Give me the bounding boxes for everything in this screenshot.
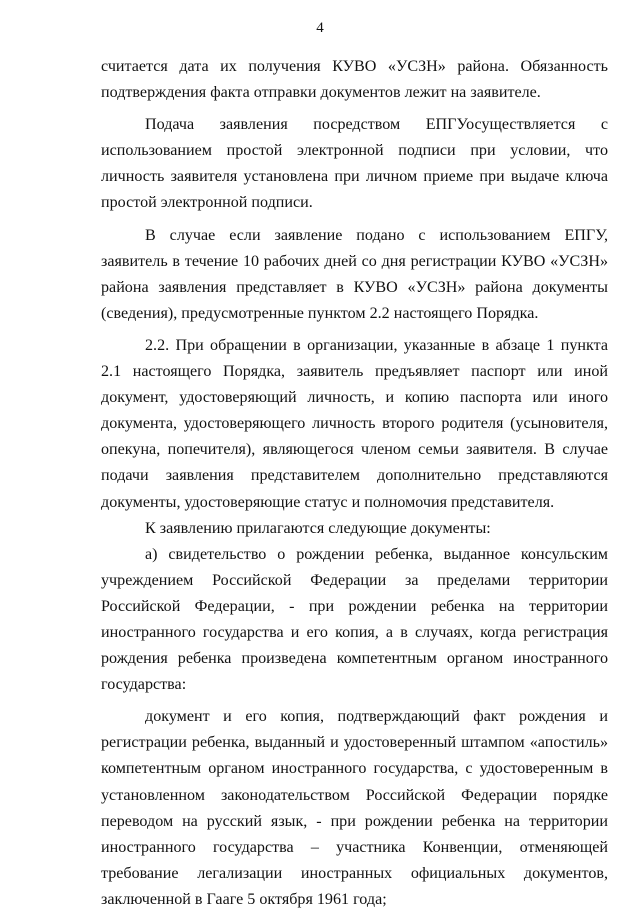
paragraph-receipt-date: считается дата их получения КУВО «УСЗН» района. Обязанность подтверждения факта отправки документов лежит на заявителе. (101, 58, 608, 102)
paragraph-attached-documents: К заявлению прилагаются следующие документы: (145, 519, 491, 537)
paragraph-item-a: а) свидетельство о рождении ребенка, выданное консульским учреждением Российской Федерации за пределами территории Российской Федерации, - при рождении ребенка на территории иностранного государства и его копия, а в случаях, когда регистрация рождения ребенка произведена компетентным органом иностранного государства: (101, 545, 608, 694)
paragraph-section-2-2: 2.2. При обращении в организации, указанные в абзаце 1 пункта 2.1 настоящего Порядка, заявитель предъявляет паспорт или иной документ, удостоверяющий личность, и копию паспорта или иного документа, удостоверяющего личность второго родителя (усыновителя, опекуна, попечителя), являющегося членом семьи заявителя. В случае подачи заявления представителем дополнительно представляются документы, удостоверяющие статус и полномочия представителя. (101, 336, 608, 511)
paragraph-epgu-signature: Подача заявления посредством ЕПГУосуществляется с использованием простой электронной подписи при условии, что личность заявителя установлена при личном приеме при выдаче ключа простой электронной подписи. (101, 116, 608, 212)
document-body (101, 54, 608, 913)
paragraph-apostille: документ и его копия, подтверждающий факт рождения и регистрации ребенка, выданный и удостоверенный штампом «апостиль» компетентным органом иностранного государства, с удостоверенным в установленном законодательством Российской Федерации порядке переводом на русский язык, - при рождении ребенка на территории иностранного государства – участника Конвенции, отменяющей требование легализации иностранных официальных документов, заключенной в Гааге 5 октября 1961 года; (101, 708, 608, 908)
page-number: 4 (316, 20, 324, 36)
paragraph-epgu-documents: В случае если заявление подано с использованием ЕПГУ, заявитель в течение 10 рабочих дней со дня регистрации КУВО «УСЗН» района заявления представляет в КУВО «УСЗН» района документы (сведения), предусмотренные пунктом 2.2 настоящего Порядка. (101, 226, 608, 322)
